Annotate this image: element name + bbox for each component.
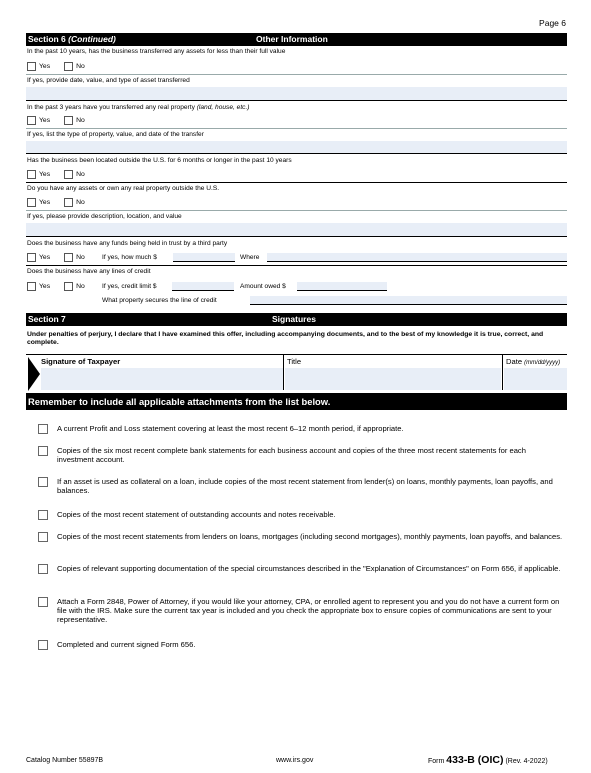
attachment-item: Attach a Form 2848, Power of Attorney, if you would like your attorney, CPA, or enrolled agent to represent you and you do not have a current form on file with the IRS. Make sure the current tax year is included and you check the appropriate box to ensure copies of communications are sent to your representative. [38, 597, 563, 624]
q6-text: Does the business have any lines of credit [27, 268, 151, 275]
q5-no-checkbox[interactable] [64, 253, 73, 262]
q5-no-label: No [76, 254, 85, 261]
q2-no-label: No [76, 117, 85, 124]
q2-yes-checkbox[interactable] [27, 116, 36, 125]
date-label: Date (mm/dd/yyyy) [506, 357, 561, 366]
divider [26, 74, 567, 75]
divider [26, 153, 567, 154]
q5-options [27, 253, 85, 262]
q3-yes-label: Yes [39, 171, 51, 178]
q4-text: Do you have any assets or own any real property outside the U.S. [27, 185, 220, 192]
q1-no-label: No [76, 63, 85, 70]
q4-no-label: No [76, 199, 85, 206]
q1-no-checkbox[interactable] [64, 62, 73, 71]
q1-options [27, 62, 85, 71]
q5-yes-label: Yes [39, 254, 51, 261]
q5-text: Does the business have any funds being held in trust by a third party [27, 240, 228, 247]
q6-yes-label: Yes [39, 283, 51, 290]
q4-followup: If yes, please provide description, location, and value [27, 213, 182, 220]
q3-text: Has the business been located outside the U.S. for 6 months or longer in the past 10 years [27, 157, 292, 164]
website-link[interactable]: www.irs.gov [276, 757, 314, 764]
q5-where-label: Where [240, 254, 260, 261]
section7-title: Signatures [272, 314, 316, 324]
divider [26, 100, 567, 101]
q5-amount-field[interactable] [173, 253, 235, 262]
title-field[interactable] [285, 368, 501, 390]
catalog-number: Catalog Number 55897B [26, 757, 104, 764]
q1-yes-label: Yes [39, 63, 51, 70]
attachments-header: Remember to include all applicable attachments from the list below. [26, 393, 567, 410]
attachment-item: A current Profit and Loss statement covering at least the most recent 6–12 month period, if appropriate. [38, 424, 563, 434]
divider [26, 354, 567, 355]
q6-no-checkbox[interactable] [64, 282, 73, 291]
attachment-item: Copies of the most recent statements from lenders on loans, mortgages (including second mortgages), monthly payments, loan payoffs, and balances. [38, 532, 563, 542]
q6-options [27, 282, 85, 291]
section7-header [26, 313, 567, 326]
divider [26, 265, 567, 266]
q1-followup: If yes, provide date, value, and type of asset transferred [27, 77, 190, 84]
q2-answer-field[interactable] [26, 141, 567, 153]
q1-text: In the past 10 years, has the business transferred any assets for less than their full value [27, 48, 286, 55]
q4-no-checkbox[interactable] [64, 198, 73, 207]
form-id: Form 433-B (OIC) (Rev. 4-2022) [428, 754, 548, 766]
divider [26, 128, 567, 129]
attachment-checkbox[interactable] [38, 532, 48, 542]
q2-followup: If yes, list the type of property, value, and date of the transfer [27, 131, 204, 138]
q2-options [27, 116, 85, 125]
q4-yes-checkbox[interactable] [27, 198, 36, 207]
q6-yes-checkbox[interactable] [27, 282, 36, 291]
attachment-checkbox[interactable] [38, 640, 48, 650]
q1-answer-field[interactable] [26, 87, 567, 100]
q3-no-checkbox[interactable] [64, 170, 73, 179]
attachment-checkbox[interactable] [38, 597, 48, 607]
divider [283, 354, 284, 390]
q5-where-field[interactable] [267, 253, 567, 262]
page-number: Page 6 [539, 18, 566, 28]
attachment-checkbox[interactable] [38, 477, 48, 487]
attachment-item: Copies of relevant supporting documentation of the special circumstances described in the "Explanation of Circumstances" on Form 656, if applicable. [38, 564, 563, 574]
q5-yes-checkbox[interactable] [27, 253, 36, 262]
title-label: Title [287, 357, 302, 366]
q6-owed-label: Amount owed $ [240, 283, 286, 290]
section6-continued: (Continued) [68, 34, 116, 44]
q4-options [27, 198, 85, 207]
date-field[interactable] [504, 368, 567, 390]
q6-property-label: What property secures the line of credit [102, 297, 217, 304]
divider [26, 236, 567, 237]
section6-label: Section 6 [28, 34, 66, 44]
q2-no-checkbox[interactable] [64, 116, 73, 125]
attachment-checkbox[interactable] [38, 424, 48, 434]
signature-field[interactable] [41, 368, 283, 390]
q3-options [27, 170, 85, 179]
attachment-item: If an asset is used as collateral on a loan, include copies of the most recent statement from lender(s) on loans, monthly payments, loan payoffs, and balances. [38, 477, 563, 495]
attachment-checkbox[interactable] [38, 564, 48, 574]
q6-limit-label: If yes, credit limit $ [102, 283, 157, 290]
q6-property-field[interactable] [250, 296, 567, 305]
q6-limit-field[interactable] [172, 282, 234, 291]
attachment-item: Copies of the six most recent complete bank statements for each business account and copies of the three most recent statements for each investment account. [38, 446, 563, 464]
declaration-text: Under penalties of perjury, I declare that I have examined this offer, including accompanying documents, and to the best of my knowledge it is true, correct, and complete. [27, 331, 544, 346]
attachment-checkbox[interactable] [38, 510, 48, 520]
signature-arrow-icon [28, 357, 40, 391]
divider [502, 354, 503, 390]
q4-yes-label: Yes [39, 199, 51, 206]
q1-yes-checkbox[interactable] [27, 62, 36, 71]
attachment-checkbox[interactable] [38, 446, 48, 456]
q6-no-label: No [76, 283, 85, 290]
q3-yes-checkbox[interactable] [27, 170, 36, 179]
q4-answer-field[interactable] [26, 223, 567, 236]
section6-header [26, 33, 567, 46]
q6-owed-field[interactable] [297, 282, 387, 291]
attachment-item: Completed and current signed Form 656. [38, 640, 563, 650]
attachment-item: Copies of the most recent statement of outstanding accounts and notes receivable. [38, 510, 563, 520]
q2-text: In the past 3 years have you transferred any real property (land, house, etc.) [27, 104, 250, 111]
q3-no-label: No [76, 171, 85, 178]
signature-label: Signature of Taxpayer [41, 357, 121, 366]
section7-label: Section 7 [28, 314, 66, 324]
q2-yes-label: Yes [39, 117, 51, 124]
q5-how-much-label: If yes, how much $ [102, 254, 157, 261]
section6-title: Other Information [256, 34, 328, 44]
divider [26, 182, 567, 183]
divider [26, 210, 567, 211]
